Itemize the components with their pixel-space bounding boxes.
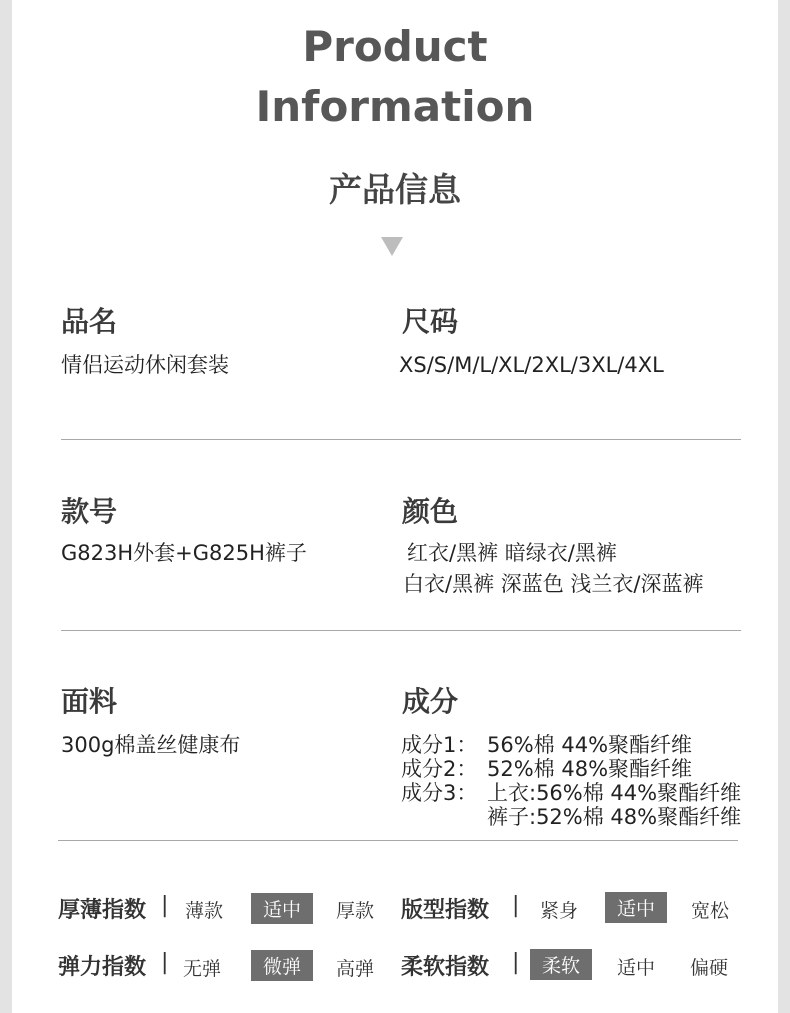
title-en-line2: Information [255, 82, 535, 131]
elasticity-option-high: 高弹 [336, 958, 375, 980]
fit-index-title: 版型指数 [401, 898, 490, 923]
elasticity-option-slight-selected: 微弹 [251, 950, 313, 981]
fabric-value: 300g棉盖丝健康布 [61, 733, 241, 757]
softness-index-title: 柔软指数 [401, 955, 490, 980]
fit-option-loose: 宽松 [691, 900, 730, 922]
style-label: 款号 [61, 495, 118, 528]
composition-text-2: 52%棉 48%聚酯纤维 [487, 757, 693, 781]
size-value: XS/S/M/L/XL/2XL/3XL/4XL [399, 353, 664, 377]
divider [61, 630, 741, 631]
elasticity-option-none: 无弹 [183, 958, 222, 980]
thickness-index-title: 厚薄指数 [58, 898, 147, 923]
softness-option-medium: 适中 [617, 957, 656, 979]
name-value: 情侣运动休闲套装 [61, 353, 229, 377]
title-cn: 产品信息 [329, 170, 461, 209]
size-label: 尺码 [402, 305, 459, 338]
separator-bar: | [161, 950, 169, 975]
thickness-option-thin: 薄款 [185, 900, 224, 922]
elasticity-index-title: 弹力指数 [58, 955, 147, 980]
divider [61, 439, 741, 440]
name-label: 品名 [61, 305, 118, 338]
thickness-option-medium-selected: 适中 [251, 893, 313, 924]
composition-text-3: 上衣:56%棉 44%聚酯纤维 [487, 781, 742, 805]
softness-option-soft-selected: 柔软 [530, 949, 592, 980]
softness-option-firm: 偏硬 [690, 957, 729, 979]
composition-key-1: 成分1： [401, 733, 478, 757]
composition-text-4: 裤子:52%棉 48%聚酯纤维 [487, 805, 742, 829]
separator-bar: | [512, 950, 520, 975]
composition-text-1: 56%棉 44%聚酯纤维 [487, 733, 693, 757]
title-en-line1: Product [302, 22, 488, 71]
thickness-option-thick: 厚款 [336, 900, 375, 922]
separator-bar: | [512, 893, 520, 918]
product-info-sheet [12, 0, 778, 1013]
fabric-label: 面料 [61, 685, 118, 718]
divider [58, 840, 738, 841]
triangle-down-icon [381, 237, 403, 256]
color-value-line2: 白衣/黑裤 深蓝色 浅兰衣/深蓝裤 [403, 572, 704, 596]
color-value-line1: 红衣/黑裤 暗绿衣/黑裤 [407, 541, 617, 565]
separator-bar: | [161, 893, 169, 918]
fit-option-regular-selected: 适中 [605, 892, 667, 923]
fit-option-slim: 紧身 [540, 900, 579, 922]
composition-label: 成分 [402, 685, 459, 718]
color-label: 颜色 [402, 495, 459, 528]
composition-key-2: 成分2： [401, 757, 478, 781]
style-value: G823H外套+G825H裤子 [61, 541, 307, 565]
composition-key-3: 成分3： [401, 781, 478, 805]
